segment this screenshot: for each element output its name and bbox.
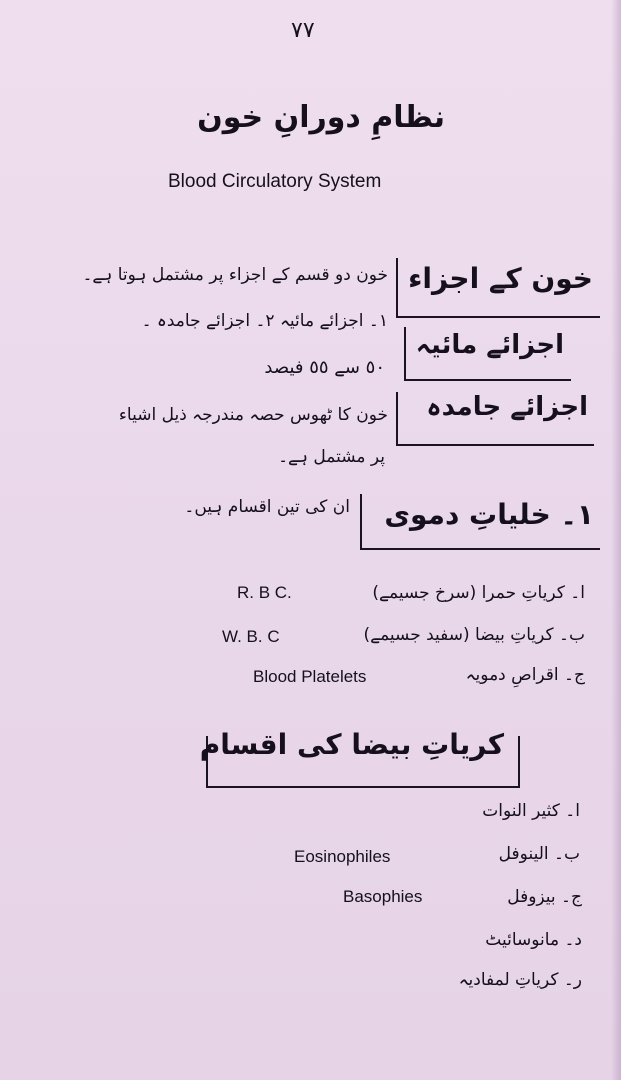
wbc-type-4-urdu: د۔ مانوسائیٹ xyxy=(485,930,582,950)
page-number: ٧٧ xyxy=(291,18,315,43)
cell-type-rbc-urdu: ا۔ کریاتِ حمرا (سرخ جسیمے) xyxy=(372,583,585,603)
page-title-english: Blood Circulatory System xyxy=(168,171,382,192)
blood-components-line2: ١۔ اجزائے مائیہ ٢۔ اجزائے جامدہ ۔ xyxy=(141,311,388,331)
heading-blood-cells: ١۔ خلیاتِ دموی xyxy=(384,498,594,531)
heading-blood-components: خون کے اجزاء xyxy=(408,262,593,295)
heading-plasma: اجزائے مائیہ xyxy=(415,330,564,360)
blood-components-line1: خون دو قسم کے اجزاء پر مشتمل ہوتا ہے۔ xyxy=(82,265,388,285)
plasma-percentage: ٥٠ سے ٥٥ فیصد xyxy=(264,357,385,378)
cell-type-platelets-urdu: ج۔ اقراصِ دمویہ xyxy=(465,665,585,685)
cell-type-rbc-english: R. B C. xyxy=(237,583,292,602)
wbc-type-5-urdu: ر۔ کریاتِ لمفادیہ xyxy=(458,970,582,990)
heading-solid: اجزائے جامدہ xyxy=(426,392,588,422)
page-title-urdu: نظامِ دورانِ خون xyxy=(197,100,445,135)
wbc-type-2-urdu: ب۔ الینوفل xyxy=(498,844,580,864)
page-edge-shadow xyxy=(611,0,621,1080)
blood-cells-intro: ان کی تین اقسام ہیں۔ xyxy=(184,497,350,517)
heading-wbc-types: کریاتِ بیضا کی اقسام xyxy=(199,728,504,761)
solid-line1: خون کا ٹھوس حصہ مندرجہ ذیل اشیاء xyxy=(118,405,388,425)
wbc-type-3-urdu: ج۔ بیزوفل xyxy=(507,887,582,907)
cell-type-wbc-urdu: ب۔ کریاتِ بیضا (سفید جسیمے) xyxy=(363,625,585,645)
solid-line2: پر مشتمل ہے۔ xyxy=(278,447,385,467)
cell-type-platelets-english: Blood Platelets xyxy=(253,667,367,686)
wbc-type-3-english: Basophies xyxy=(343,887,423,906)
wbc-type-2-english: Eosinophiles xyxy=(294,847,391,866)
cell-type-wbc-english: W. B. C xyxy=(222,627,280,646)
wbc-type-1-urdu: ا۔ کثیر النوات xyxy=(482,801,580,821)
